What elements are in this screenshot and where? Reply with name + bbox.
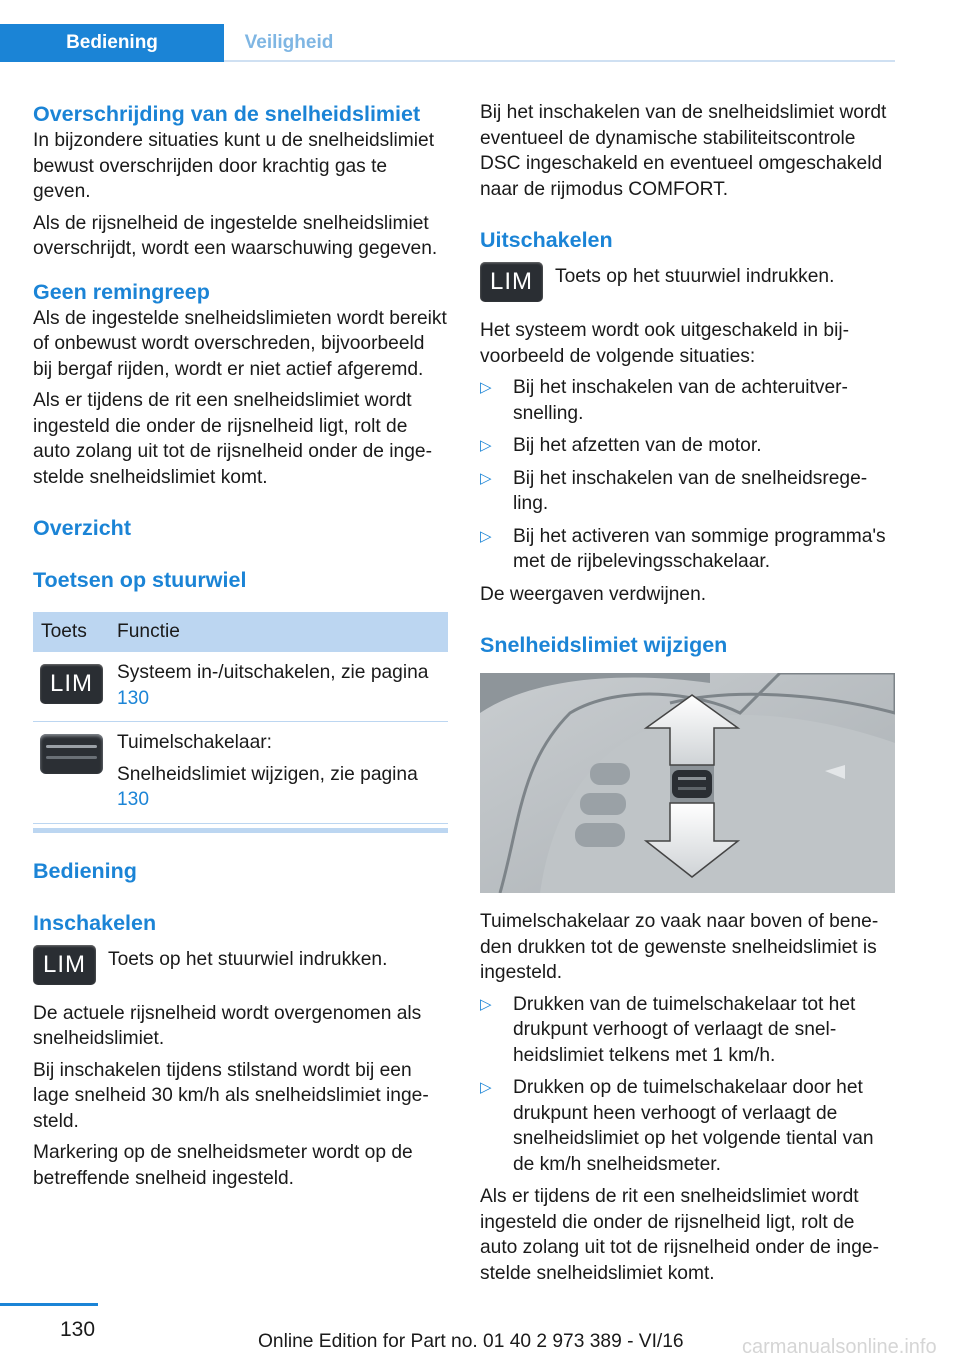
heading-toetsen-op-stuurwiel: Toetsen op stuurwiel [33,568,247,592]
table-cell: Tuimelschakelaar: [117,732,272,753]
steering-wheel-illustration [480,673,895,893]
list-item: ▷ Bij het inschakelen van de snelheidsregeling. [480,467,868,514]
heading-overzicht: Overzicht [33,516,131,540]
table-row [33,652,448,722]
paragraph: Als er tijdens de rit een snelheidslimiet wordt ingesteld die onder de rijsnelheid ligt, rolt de auto zolang uit tot de rijsnelheid onder de ingestelde snelheidslimiet komt. [33,390,432,488]
list-item: ▷ Bij het activeren van sommige programma's met de rijbelevingsschakelaar. [480,525,886,572]
triangle-bullet-icon: ▷ [480,379,492,396]
bullet-list [480,375,895,575]
table-footer-rule [33,828,448,833]
heading-geen-remingreep: Geen remingreep [33,279,210,304]
list-item: ▷ Bij het inschakelen van de achteruitversnelling. [480,377,848,424]
paragraph: De weergaven verdwijnen. [480,583,707,605]
heading-snelheidslimiet-wijzigen: Snelheidslimiet wijzigen [480,633,728,657]
paragraph: Als de ingestelde snelheidslimieten wordt bereikt of onbewust wordt overschreden, bijvoorbeeld bij bergaf rijden, wordt er niet actief afgeremd. [33,307,447,380]
heading-uitschakelen: Uitschakelen [480,228,613,252]
top-tab-bar [0,24,895,62]
table-row [33,722,448,824]
lim-button-icon: LIM [33,945,96,985]
footer-rule [0,1303,98,1306]
column-header-toets: Toets [41,621,87,642]
page-link[interactable]: 130 [117,687,150,709]
paragraph: Bij het inschakelen van de snelheidslimiet wordt eventueel de dynamische stabiliteitscontrole DSC ingeschakeld en eventueel omgeschakeld naar de rijmodus COMFORT. [480,102,887,200]
uitschakelen-instruction [480,262,895,302]
column-header-functie: Functie [117,621,180,642]
steering-wheel-rocker-image [480,673,895,893]
table-header [33,612,448,652]
list-item: ▷ Bij het afzetten van de motor. [480,433,895,459]
watermark: carmanualsonline.info [742,1336,937,1358]
function-table [33,612,448,833]
list-item: ▷ Drukken van de tuimelschakelaar tot het drukpunt verhoogt of verlaagt de snelheidslimiet telkens met 1 km/h. [480,993,856,1066]
triangle-bullet-icon: ▷ [480,995,492,1013]
table-cell: Snelheidslimiet wijzigen, zie pagina 130 [117,763,418,810]
paragraph: In bijzondere situaties kunt u de snelheidslimiet bewust overschrijden door krachtig gas te geven. [33,130,435,202]
tab-veiligheid[interactable]: Veiligheid [244,32,334,53]
paragraph: Als er tijdens de rit een snelheidslimiet wordt ingesteld die onder de rijsnelheid ligt, rolt de auto zolang uit tot de rijsnelheid onder de ingestelde snelheidslimiet komt. [480,1186,879,1284]
triangle-bullet-icon: ▷ [480,1079,492,1096]
bullet-list [480,992,895,1178]
inschakelen-instruction [33,945,448,985]
right-column [480,100,895,1286]
left-column [33,100,448,1191]
lim-button-icon: LIM [480,262,543,302]
paragraph: Tuimelschakelaar zo vaak naar boven of beneden drukken tot de gewenste snelheidslimiet is ingesteld. [480,911,879,983]
triangle-bullet-icon: ▷ [480,437,492,454]
list-item: ▷ Drukken op de tuimelschakelaar door het drukpunt heen verhoogt of verlaagt de snelheidslimiet op het volgende tiental van de km/h snelheidsmeter. [480,1077,874,1175]
page-link[interactable]: 130 [117,789,150,810]
heading-inschakelen: Inschakelen [33,910,157,935]
triangle-bullet-icon: ▷ [480,527,492,545]
instruction-text: Toets op het stuurwiel indrukken. [555,266,835,287]
paragraph: Het systeem wordt ook uitgeschakeld in bijvoorbeeld de volgende situaties: [480,320,849,367]
page-number: 130 [60,1318,96,1341]
paragraph: Bij inschakelen tijdens stilstand wordt bij een lage snelheid 30 km/h als snelheidslimiet ingesteld. [33,1059,429,1132]
heading-overschrijding: Overschrijding van de snelheidslimiet [33,102,421,126]
paragraph: Markering op de snelheidsmeter wordt op de betreffende snelheid ingesteld. [33,1142,413,1189]
edition-text: Online Edition for Part no. 01 40 2 973 389 - VI/16 [258,1331,684,1352]
lim-button-icon: LIM [40,664,103,704]
instruction-text: Toets op het stuurwiel indrukken. [108,948,388,970]
heading-bediening: Bediening [33,858,137,883]
table-cell: Systeem in-/uitschakelen, zie pagina 130 [117,662,429,709]
paragraph: De actuele rijsnelheid wordt overgenomen als snelheidslimiet. [33,1002,422,1049]
tab-bediening[interactable]: Bediening [0,24,224,62]
triangle-bullet-icon: ▷ [480,469,492,487]
paragraph: Als de rijsnelheid de ingestelde snelheidslimiet overschrijdt, wordt een waarschuwing gegeven. [33,212,438,259]
rocker-switch-icon [40,734,103,774]
